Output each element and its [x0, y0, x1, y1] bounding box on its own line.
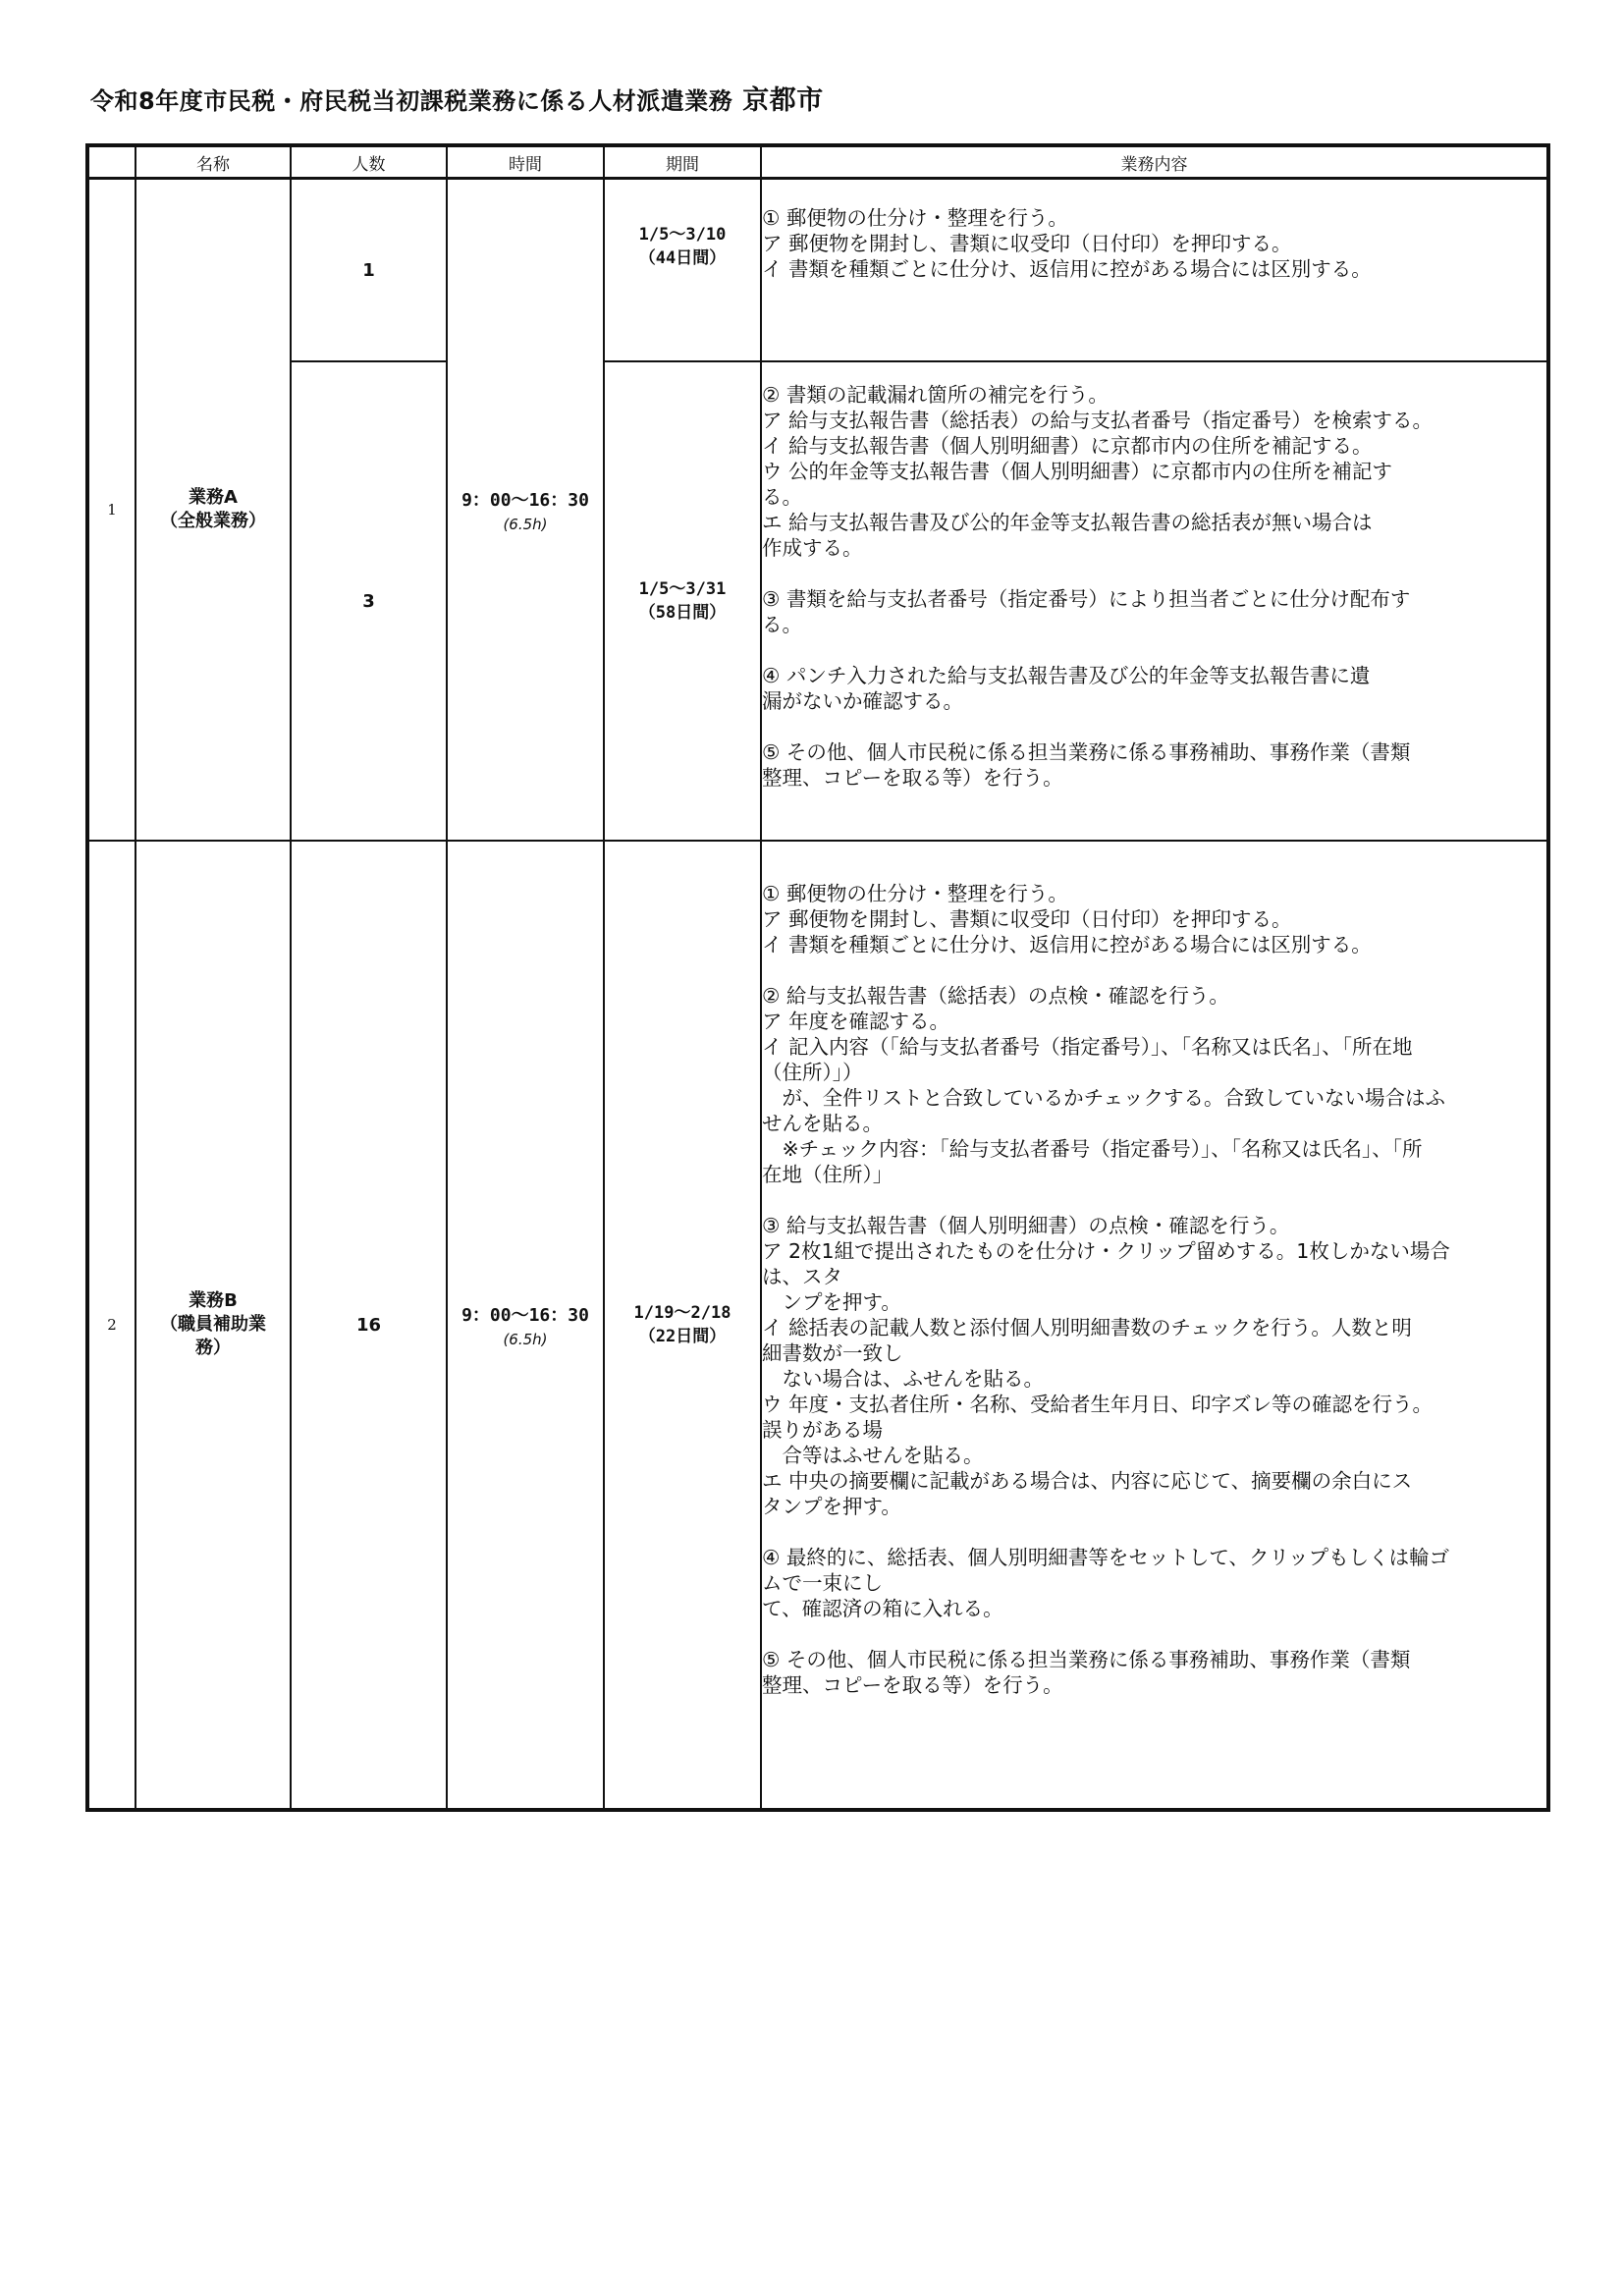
- content-line: 漏がないか確認する。: [762, 689, 963, 713]
- content-line: ア 年度を確認する。: [762, 1010, 950, 1033]
- content-line: が、全件リストと合致しているかチェックする。合致していない場合はふ: [762, 1086, 1445, 1110]
- job-name-line: （職員補助業: [160, 1314, 266, 1335]
- content-line: 在地（住所）」: [762, 1163, 893, 1186]
- content-line: る。: [762, 485, 802, 509]
- content-line: 整理、コピーを取る等）を行う。: [762, 766, 1063, 790]
- content-line: ① 郵便物の仕分け・整理を行う。: [762, 882, 1068, 905]
- city-name: 京都市: [742, 85, 824, 116]
- content-line: る。: [762, 613, 802, 636]
- period-days: （22日間）: [638, 1327, 727, 1346]
- title-text: 令和8年度市民税・府民税当初課税業務に係る人材派遣業務: [90, 87, 733, 115]
- period-days: （44日間）: [638, 248, 727, 268]
- table-row: [87, 361, 1548, 841]
- content-lines: [762, 362, 1546, 791]
- content-line: タンプを押す。: [762, 1495, 901, 1518]
- work-time: [447, 841, 604, 1810]
- content-line: ない場合は、ふせんを貼る。: [762, 1367, 1044, 1391]
- header-content: 業務内容: [761, 145, 1548, 179]
- blank-line: [762, 957, 1546, 983]
- work-content: [761, 841, 1548, 1810]
- period-range: 1/19～2/18: [633, 1303, 731, 1323]
- row-number: 2: [87, 841, 135, 1810]
- content-line: ⑤ その他、個人市民税に係る担当業務に係る事務補助、事務作業（書類: [762, 1648, 1411, 1671]
- content-line: ④ 最終的に、総括表、個人別明細書等をセットして、クリップもしくは輪ゴ: [762, 1546, 1450, 1569]
- content-line: ※チェック内容：「給与支払者番号（指定番号）」、「名称又は氏名」、「所: [762, 1137, 1423, 1161]
- time-hours: (6.5h): [503, 516, 548, 533]
- staff-count: 16: [291, 841, 447, 1810]
- work-period: [604, 841, 761, 1810]
- job-name: [135, 841, 291, 1810]
- content-line: ア 郵便物を開封し、書類に収受印（日付印）を押印する。: [762, 907, 1292, 931]
- content-line: せんを貼る。: [762, 1112, 883, 1135]
- table-row: [87, 179, 1548, 362]
- content-line: ア 2枚1組で提出されたものを仕分け・クリップ留めする。1枚しかない場合: [762, 1239, 1450, 1263]
- job-name-line: 務）: [195, 1338, 231, 1358]
- period-days: （58日間）: [638, 603, 727, 623]
- staff-count: 3: [291, 361, 447, 841]
- content-line: （住所）」）: [762, 1061, 863, 1084]
- content-line: て、確認済の箱に入れる。: [762, 1597, 1003, 1620]
- content-line: は、スタ: [762, 1265, 842, 1288]
- content-line: ③ 書類を給与支払者番号（指定番号）により担当者ごとに仕分け配布す: [762, 587, 1411, 611]
- time-hours: (6.5h): [503, 1331, 548, 1348]
- content-line: イ 給与支払報告書（個人別明細書）に京都市内の住所を補記する。: [762, 434, 1373, 458]
- header-row: [87, 145, 1548, 179]
- content-line: 整理、コピーを取る等）を行う。: [762, 1673, 1063, 1697]
- blank-line: [762, 1621, 1546, 1647]
- content-line: エ 給与支払報告書及び公的年金等支払報告書の総括表が無い場合は: [762, 511, 1373, 534]
- content-line: 細書数が一致し: [762, 1341, 903, 1365]
- content-line: ③ 給与支払報告書（個人別明細書）の点検・確認を行う。: [762, 1214, 1290, 1237]
- work-period: [604, 361, 761, 841]
- work-table: [85, 143, 1550, 1812]
- period-range: 1/5～3/31: [638, 579, 727, 599]
- content-line: ② 給与支払報告書（総括表）の点検・確認を行う。: [762, 984, 1229, 1008]
- job-name: [135, 179, 291, 842]
- content-line: ムで一束にし: [762, 1571, 883, 1595]
- content-line: ② 書類の記載漏れ箇所の補完を行う。: [762, 383, 1109, 407]
- table-row: [87, 841, 1548, 1810]
- time-range: 9：00～16：30: [461, 490, 589, 511]
- work-time: [447, 179, 604, 842]
- work-content: [761, 179, 1548, 362]
- content-line: ンプを押す。: [762, 1290, 901, 1314]
- blank-line: [762, 1187, 1546, 1213]
- content-line: 合等はふせんを貼る。: [762, 1444, 984, 1467]
- row-number: 1: [87, 179, 135, 842]
- header-no: [87, 145, 135, 179]
- job-name-line: 業務B: [189, 1290, 238, 1311]
- header-period: 期間: [604, 145, 761, 179]
- blank-line: [762, 1519, 1546, 1545]
- job-name-line: （全般業務）: [160, 511, 266, 531]
- content-line: エ 中央の摘要欄に記載がある場合は、内容に応じて、摘要欄の余白にス: [762, 1469, 1413, 1493]
- work-content: [761, 361, 1548, 841]
- period-range: 1/5～3/10: [638, 225, 727, 245]
- content-lines: [762, 180, 1546, 282]
- document-title: [90, 79, 824, 117]
- content-line: 誤りがある場: [762, 1418, 883, 1442]
- header-count: 人数: [291, 145, 447, 179]
- content-line: ア 給与支払報告書（総括表）の給与支払者番号（指定番号）を検索する。: [762, 409, 1434, 432]
- content-line: ① 郵便物の仕分け・整理を行う。: [762, 206, 1068, 230]
- work-period: [604, 179, 761, 362]
- content-line: ウ 年度・支払者住所・名称、受給者生年月日、印字ズレ等の確認を行う。: [762, 1393, 1434, 1416]
- content-lines: [762, 842, 1546, 1698]
- content-line: 作成する。: [762, 536, 863, 560]
- content-line: ア 郵便物を開封し、書類に収受印（日付印）を押印する。: [762, 232, 1292, 255]
- content-line: イ 総括表の記載人数と添付個人別明細書数のチェックを行う。人数と明: [762, 1316, 1412, 1339]
- blank-line: [762, 561, 1546, 586]
- time-range: 9：00～16：30: [461, 1305, 589, 1326]
- blank-line: [762, 714, 1546, 739]
- content-line: イ 書類を種類ごとに仕分け、返信用に控がある場合には区別する。: [762, 933, 1372, 957]
- content-line: ⑤ その他、個人市民税に係る担当業務に係る事務補助、事務作業（書類: [762, 740, 1411, 764]
- content-line: ④ パンチ入力された給与支払報告書及び公的年金等支払報告書に遺: [762, 664, 1371, 687]
- content-line: イ 記入内容（「給与支払者番号（指定番号）」、「名称又は氏名」、「所在地: [762, 1035, 1413, 1059]
- content-line: イ 書類を種類ごとに仕分け、返信用に控がある場合には区別する。: [762, 257, 1372, 281]
- content-line: ウ 公的年金等支払報告書（個人別明細書）に京都市内の住所を補記す: [762, 460, 1393, 483]
- header-name: 名称: [135, 145, 291, 179]
- header-time: 時間: [447, 145, 604, 179]
- job-name-line: 業務A: [189, 487, 238, 508]
- blank-line: [762, 637, 1546, 663]
- staff-count: 1: [291, 179, 447, 362]
